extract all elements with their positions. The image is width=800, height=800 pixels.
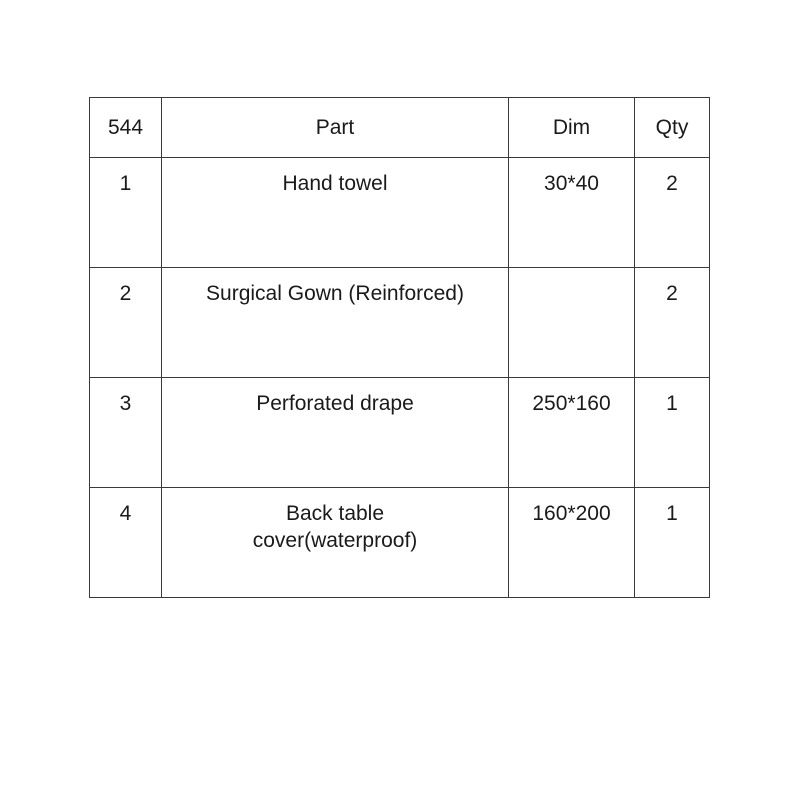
table-header-row [90, 98, 710, 158]
row-number: 3 [90, 378, 162, 488]
table-row [90, 488, 710, 598]
row-dim: 160*200 [509, 488, 635, 598]
row-dim [509, 268, 635, 378]
header-part: Part [162, 98, 509, 158]
row-dim: 250*160 [509, 378, 635, 488]
row-qty: 2 [635, 158, 710, 268]
parts-table [89, 97, 710, 598]
row-part: Perforated drape [162, 378, 509, 488]
table-row [90, 378, 710, 488]
row-qty: 2 [635, 268, 710, 378]
row-number: 1 [90, 158, 162, 268]
row-qty: 1 [635, 378, 710, 488]
row-part: Back table cover(waterproof) [162, 488, 509, 598]
header-number: 544 [90, 98, 162, 158]
header-dim: Dim [509, 98, 635, 158]
row-dim: 30*40 [509, 158, 635, 268]
row-number: 2 [90, 268, 162, 378]
row-part: Surgical Gown (Reinforced) [162, 268, 509, 378]
row-number: 4 [90, 488, 162, 598]
table-row [90, 268, 710, 378]
header-qty: Qty [635, 98, 710, 158]
row-qty: 1 [635, 488, 710, 598]
table-row [90, 158, 710, 268]
row-part: Hand towel [162, 158, 509, 268]
